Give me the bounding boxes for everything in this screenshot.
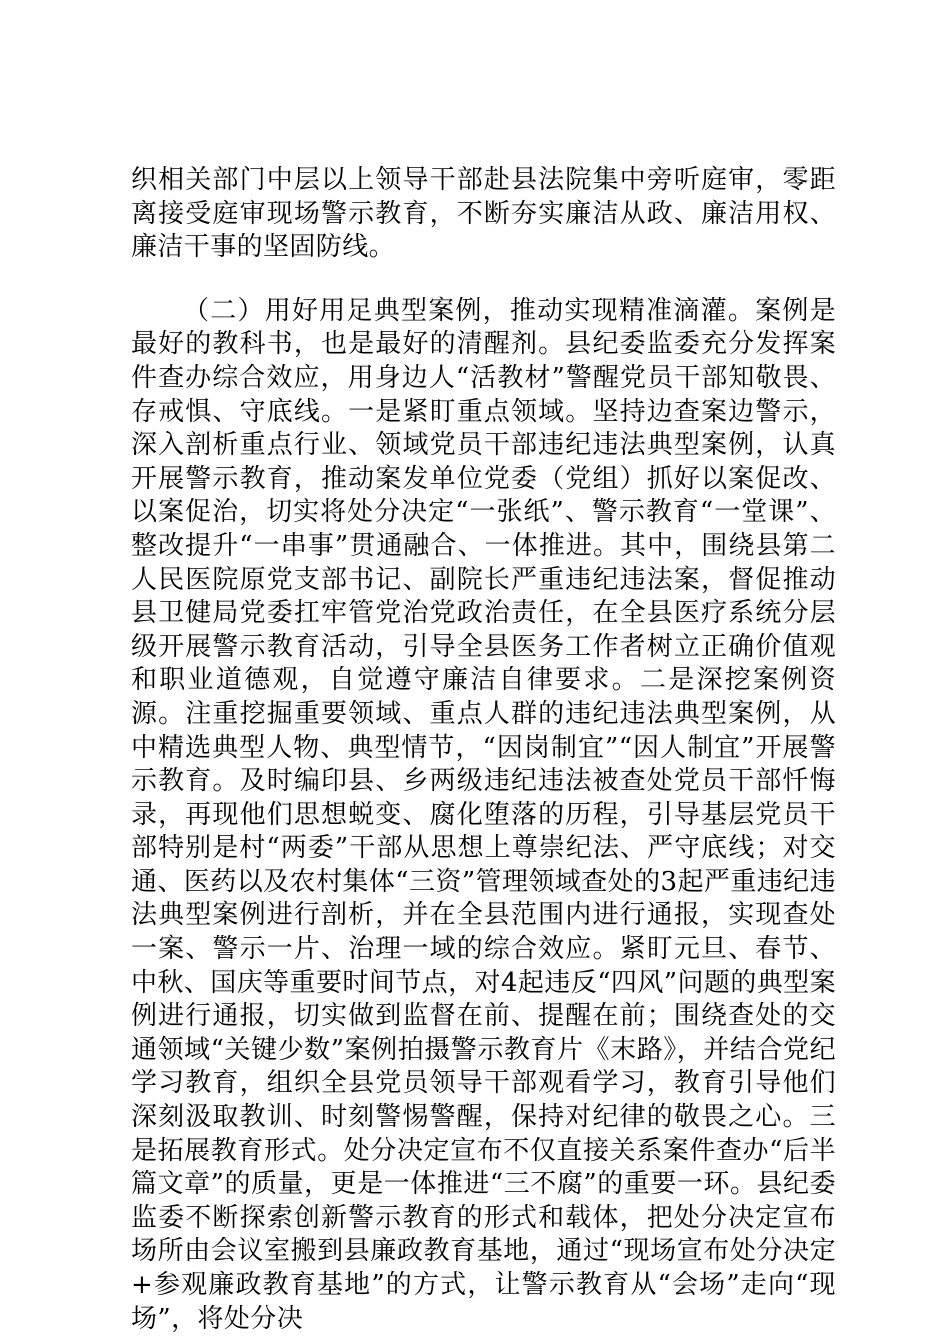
body-text: [131, 164, 836, 1336]
paragraph-section-two: （二）用好用足典型案例，推动实现精准滴灌。案例是最好的教科书，也是最好的清醒剂。县纪委监委充分发挥案件查办综合效应，用身边人“活教材”警醒党员干部知敬畏、存戒惧、守底线。一是紧盯重点领域。坚持边查案边警示，深入剖析重点行业、领域党员干部违纪违法典型案例，认真开展警示教育，推动案发单位党委（党组）抓好以案促改、以案促治，切实将处分决定“一张纸”、警示教育“一堂课”、整改提升“一串事”贯通融合、一体推进。其中，围绕县第二人民医院原党支部书记、副院长严重违纪违法案，督促推动县卫健局党委扛牢管党治党政治责任，在全县医疗系统分层级开展警示教育活动，引导全县医务工作者树立正确价值观和职业道德观，自觉遵守廉洁自律要求。二是深挖案例资源。注重挖掘重要领域、重点人群的违纪违法典型案例，从中精选典型人物、典型情节，“因岗制宜”“因人制宜”开展警示教育。及时编印县、乡两级违纪违法被查处党员干部忏悔录，再现他们思想蜕变、腐化堕落的历程，引导基层党员干部特别是村“两委”干部从思想上尊崇纪法、严守底线；对交通、医药以及农村集体“三资”管理领域查处的3起严重违纪违法典型案例进行剖析，并在全县范围内进行通报，实现查处一案、警示一片、治理一域的综合效应。紧盯元旦、春节、中秋、国庆等重要时间节点，对4起违反“四风”问题的典型案例进行通报，切实做到监督在前、提醒在前；围绕查处的交通领域“关键少数”案例拍摄警示教育片《末路》，并结合党纪学习教育，组织全县党员领导干部观看学习，教育引导他们深刻汲取教训、时刻警惕警醒，保持对纪律的敬畏之心。三是拓展教育形式。处分决定宣布不仅直接关系案件查办“后半篇文章”的质量，更是一体推进“三不腐”的重要一环。县纪委监委不断探索创新警示教育的形式和载体，把处分决定宣布场所由会议室搬到县廉政教育基地，通过“现场宣布处分决定+参观廉政教育基地”的方式，让警示教育从“会场”走向“现场”，将处分决: [131, 295, 836, 1334]
paragraph-continued: 织相关部门中层以上领导干部赴县法院集中旁听庭审，零距离接受庭审现场警示教育，不断夯实廉洁从政、廉洁用权、廉洁干事的坚固防线。: [131, 165, 836, 263]
